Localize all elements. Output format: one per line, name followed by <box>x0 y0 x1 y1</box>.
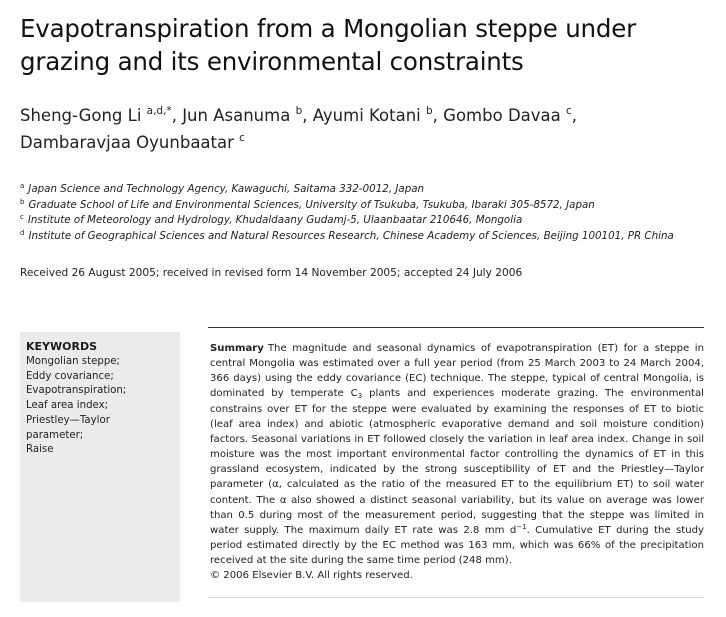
keyword-item[interactable]: Priestley—Taylor <box>26 414 110 426</box>
affiliation-mark: d <box>20 228 25 237</box>
author-name[interactable]: Dambaravjaa Oyunbaatar <box>20 133 234 152</box>
summary-text: plants and experiences moderate grazing. The environmental constrains over ET for the steppe were evaluated by examining the responses of ET to biotic (leaf area index) and abiotic (atmospheric evaporative demand and soil moisture condition) factors. Seasonal variations in ET followed closely the variation in leaf area index. Change in soil moisture was the most important environmental factor controlling the dynamics of ET in this grassland ecosystem, indicated by the strong susceptibility of ET and the Priestley—Taylor parameter (α, calculated as the ratio of the measured ET to the equilibrium ET) to soil water content. The α also showed a distinct seasonal variability, but its value on average was lower than 0.5 during most of the measurement period, suggesting that the steppe was limited in water supply. The maximum daily ET rate was 2.8 mm d <box>210 388 704 536</box>
keyword-item[interactable]: Evapotranspiration; <box>26 385 127 397</box>
copyright-notice: © 2006 Elsevier B.V. All rights reserved. <box>210 570 413 582</box>
summary-label: Summary <box>210 343 264 354</box>
author-affiliation-marks: a,d,* <box>146 105 172 117</box>
abstract-top-rule <box>208 327 704 328</box>
author-name[interactable]: Sheng-Gong Li <box>20 106 142 125</box>
affiliation-mark: c <box>20 213 24 222</box>
affiliation-text: Institute of Meteorology and Hydrology, Khudaldaany Gudamj-5, Ulaanbaatar 210646, Mongolia <box>27 214 523 227</box>
author-affiliation-marks: c <box>566 105 572 117</box>
author-affiliation-marks: b <box>426 105 433 117</box>
author-list <box>20 102 710 156</box>
summary-text: . Cumulative ET during the study period estimated directly by the EC method was 163 mm, which was 66% of the precipitation received at the site during the same time period (248 mm). <box>210 524 704 567</box>
subscript: 3 <box>357 392 363 401</box>
affiliation-text: Japan Science and Technology Agency, Kawaguchi, Saitama 332-0012, Japan <box>28 183 425 195</box>
superscript: −1 <box>516 522 527 531</box>
author-name[interactable]: Jun Asanuma <box>182 106 291 125</box>
affiliation <box>20 182 720 198</box>
abstract-summary <box>210 341 704 584</box>
author-separator: , <box>302 106 313 125</box>
keywords-heading: KEYWORDS <box>26 340 98 353</box>
affiliation-text: Institute of Geographical Sciences and Natural Resources Research, Chinese Academy of Sciences, Beijing 100101, PR China <box>28 229 674 242</box>
keywords-list <box>26 355 176 458</box>
author-name[interactable]: Gombo Davaa <box>443 106 561 125</box>
author-name[interactable]: Ayumi Kotani <box>312 106 421 125</box>
keyword-item[interactable]: Eddy covariance; <box>26 370 114 382</box>
affiliation-text: Graduate School of Life and Environmental Sciences, University of Tsukuba, Tsukuba, Ibaraki 305-8572, Japan <box>28 198 595 211</box>
author-separator: , <box>171 106 183 125</box>
author-affiliation-marks: b <box>295 105 303 117</box>
author-separator: , <box>571 106 578 125</box>
abstract-bottom-rule <box>208 597 704 598</box>
keywords-panel <box>20 332 180 602</box>
affiliation <box>20 213 720 229</box>
author-affiliation-marks: c <box>239 132 245 144</box>
author-separator: , <box>432 106 444 125</box>
keyword-item[interactable]: Raise <box>26 444 54 456</box>
summary-text: The magnitude and seasonal dynamics of evapotranspiration (ET) for a steppe in central Mongolia was estimated over a full year period (from 25 March 2003 to 24 March 2004, 366 days) using the eddy covariance (EC) technique. The steppe, typical of central Mongolia, is dominated by temperate C <box>210 343 704 400</box>
affiliation <box>20 229 720 245</box>
keyword-item[interactable]: Leaf area index; <box>26 400 109 412</box>
affiliation-mark: a <box>20 182 25 190</box>
article-title: Evapotranspiration from a Mongolian steppe under grazing and its environmental constraints <box>20 14 636 76</box>
affiliation-mark: b <box>20 197 25 206</box>
keyword-item[interactable]: parameter; <box>26 429 84 441</box>
affiliation <box>20 198 720 214</box>
received-dates: Received 26 August 2005; received in revised form 14 November 2005; accepted 24 July 2006 <box>20 267 523 279</box>
affiliation-list <box>20 182 720 244</box>
keyword-item[interactable]: Mongolian steppe; <box>26 356 120 367</box>
